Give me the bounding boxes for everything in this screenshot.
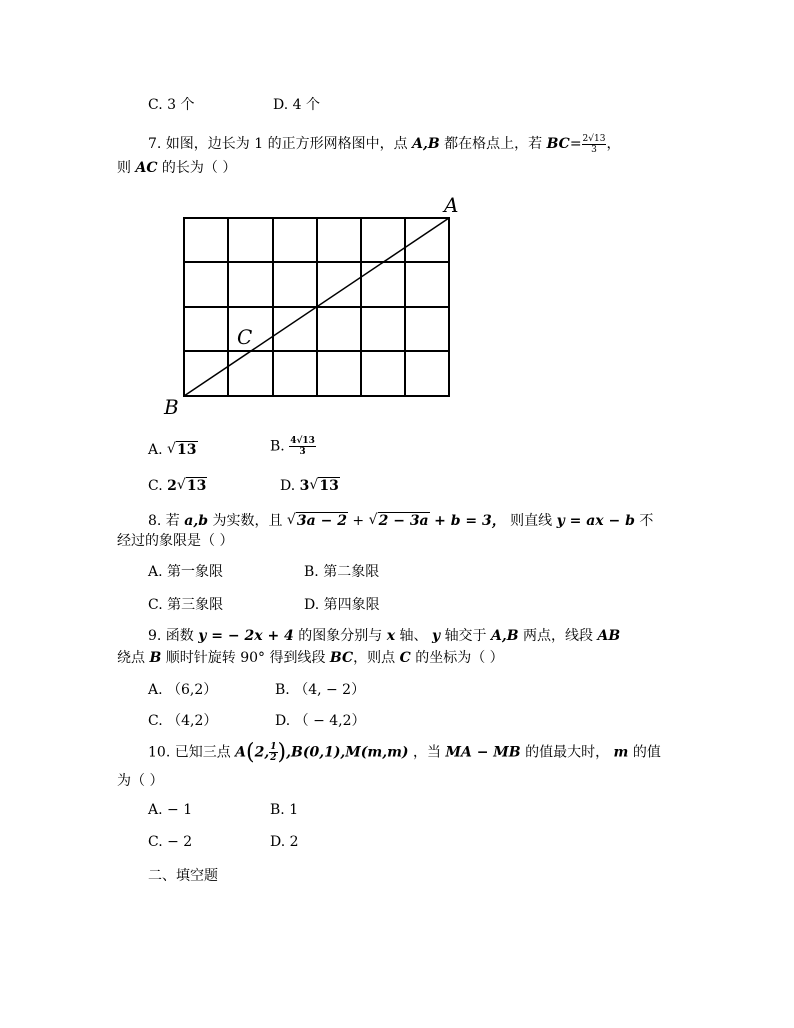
q8-option-d: D. 第四象限 — [304, 597, 380, 613]
q8-option-c: C. 第三象限 — [148, 597, 224, 613]
q10-option-b: B. 1 — [270, 802, 299, 818]
q7-fraction: $\frac{2√13}{3}$ — [582, 133, 606, 155]
q10-option-a: A. − 1 — [148, 802, 193, 818]
q9-line-1: 9. 函数 y = − 2x + 4 的图象分别与 x 轴、 y 轴交于 A,B 两点，线段 AB — [148, 628, 621, 644]
q9-option-c: C. （4,2） — [148, 713, 218, 729]
q8-line-1: 8. 若 a,b 为实数，且 √ 3a − 2 + √ 2 − 3a + b = 3， 则直线 y = ax − b 不 — [148, 510, 653, 530]
label-c: C — [237, 325, 253, 349]
label-b: B — [164, 395, 179, 419]
q9-option-a: A. （6,2） — [148, 682, 218, 698]
q9-line-2: 绕点 B 顺时针旋转 90° 得到线段 BC，则点 C 的坐标为（ ） — [117, 650, 504, 666]
q10-line-1: 10. 已知三点 A(2, $\frac{1}{2}$ ),B(0,1),M(m,m) ，当 MA − MB 的值最大时， m 的值 — [148, 740, 661, 765]
q10-option-d: D. 2 — [270, 834, 299, 850]
label-a: A — [444, 193, 459, 217]
q6-option-c: C. 3 个 — [148, 97, 195, 113]
q10-option-c: C. − 2 — [148, 834, 193, 850]
q7-option-a: A. √ 13 — [148, 442, 198, 458]
q7-option-b: B. $\frac{4√13}{3}$ — [270, 436, 315, 457]
q9-option-b: B. （4, − 2） — [275, 682, 366, 698]
q10-line-2: 为（ ） — [117, 773, 164, 789]
q8-option-a: A. 第一象限 — [148, 564, 224, 580]
q6-option-d: D. 4 个 — [273, 97, 320, 113]
q7-option-d: D. 3√ 13 — [280, 478, 340, 494]
q7-line-1: 7. 如图，边长为 1 的正方形网格图中，点 A,B 都在格点上，若 BC= $\frac{2√13}{3}$ ， — [148, 133, 621, 155]
q7-option-c: C. 2√ 13 — [148, 478, 207, 494]
q8-option-b: B. 第二象限 — [304, 564, 380, 580]
q7-grid-figure — [160, 190, 480, 425]
q7-line-2: 则 AC 的长为（ ） — [117, 160, 237, 176]
q9-option-d: D. （ − 4,2） — [275, 713, 366, 729]
q8-line-2: 经过的象限是（ ） — [117, 533, 234, 549]
section-heading: 二、填空题 — [148, 868, 218, 884]
